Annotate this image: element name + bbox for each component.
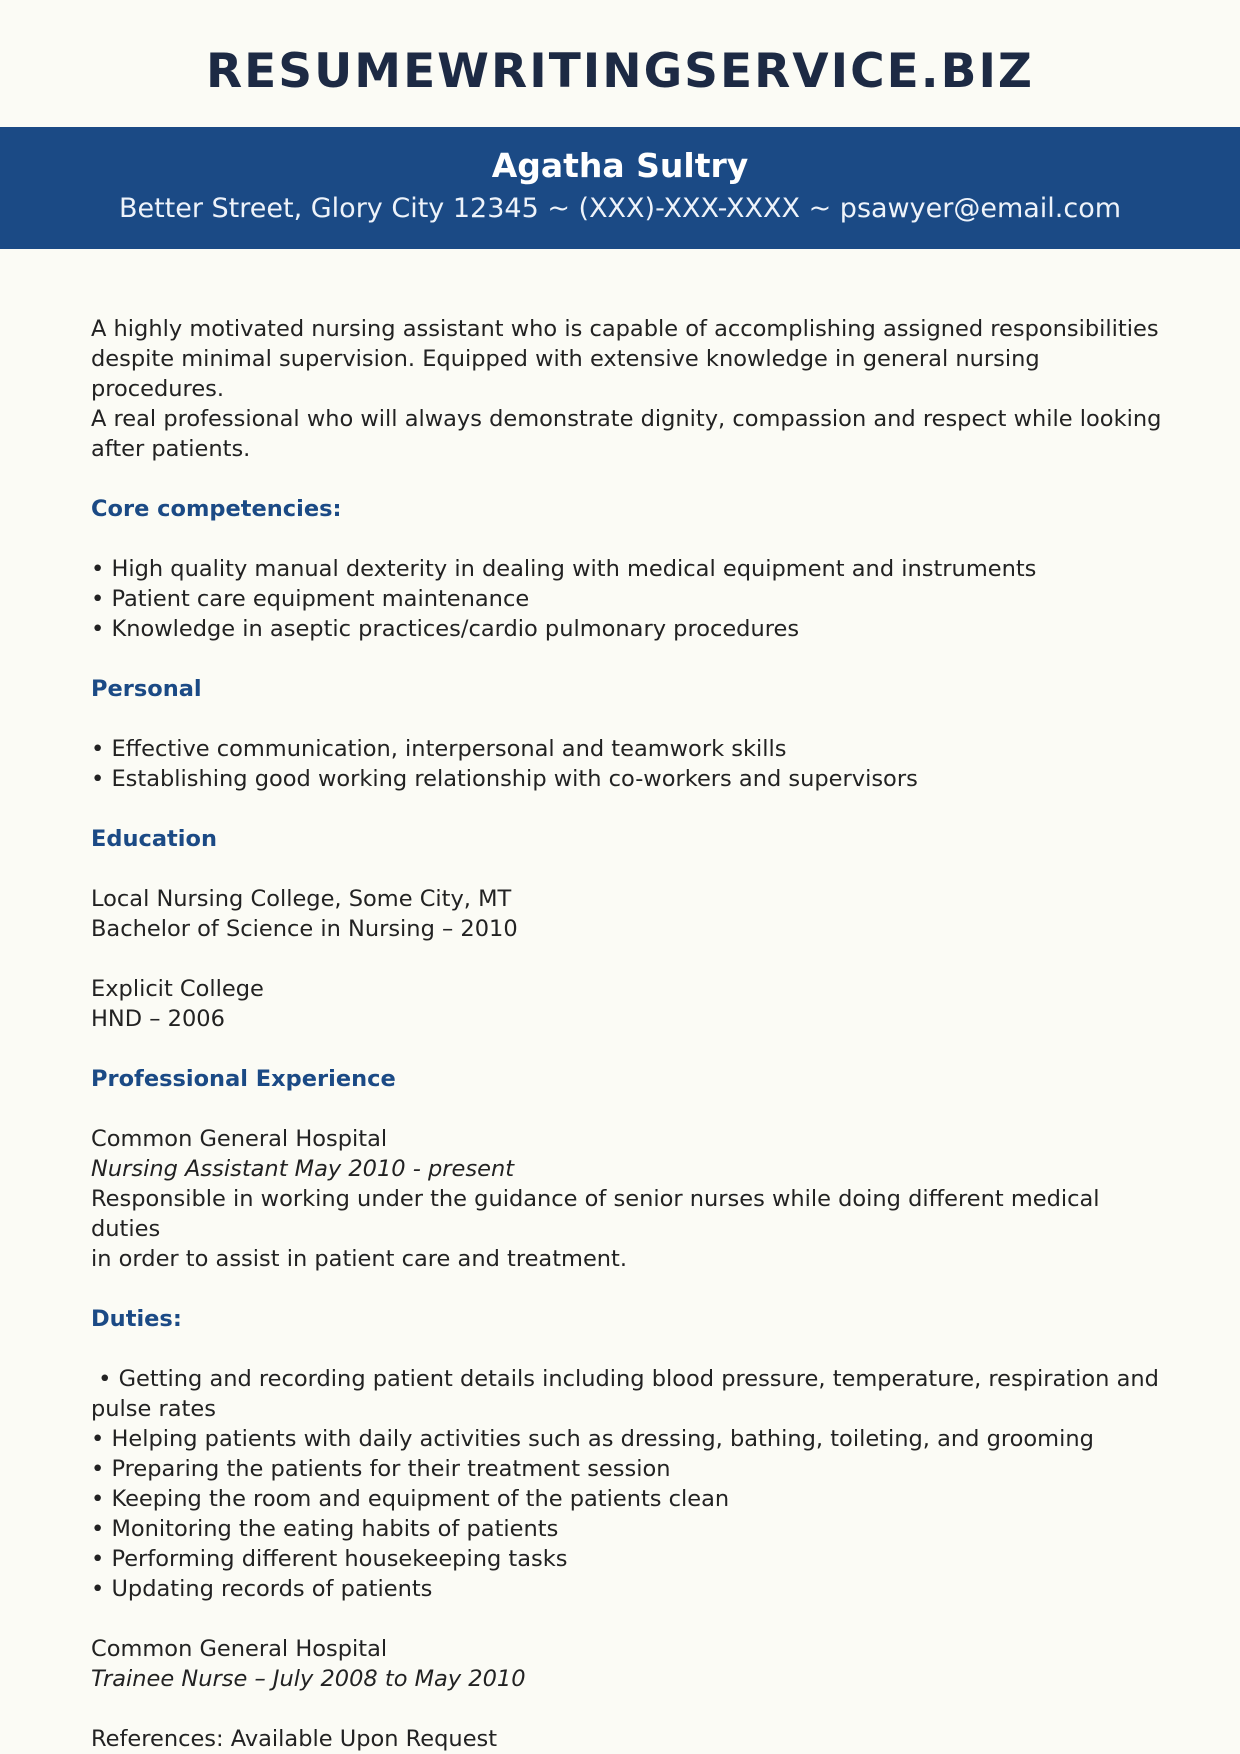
personal-item: • Establishing good working relationship with co-workers and supervisors xyxy=(91,764,1171,794)
education-school: Explicit College xyxy=(91,976,264,1002)
resume-body xyxy=(91,314,1171,1754)
job-employer: Common General Hospital xyxy=(91,1636,388,1662)
education-degree: Bachelor of Science in Nursing – 2010 xyxy=(91,916,518,942)
personal-item: • Effective communication, interpersonal and teamwork skills xyxy=(91,734,1171,764)
core-item: • Knowledge in aseptic practices/cardio pulmonary procedures xyxy=(91,614,1171,644)
summary-line: despite minimal supervision. Equipped with extensive knowledge in general nursing procedures. xyxy=(91,346,1040,402)
core-item: • Patient care equipment maintenance xyxy=(91,584,1171,614)
education-heading: Education xyxy=(91,826,217,852)
references-line: References: Available Upon Request xyxy=(91,1726,498,1752)
brand-title: RESUMEWRITINGSERVICE.BIZ xyxy=(205,44,1035,99)
experience-heading: Professional Experience xyxy=(91,1066,396,1092)
job-title: Trainee Nurse – July 2008 to May 2010 xyxy=(91,1666,526,1692)
summary xyxy=(91,314,1171,464)
contact-line: Better Street, Glory City 12345 ~ (XXX)-XXX-XXXX ~ psawyer@email.com xyxy=(118,193,1122,224)
candidate-name: Agatha Sultry xyxy=(491,146,749,185)
duty-item-continuation: pulse rates xyxy=(91,1396,216,1422)
job-employer: Common General Hospital xyxy=(91,1126,388,1152)
summary-line: after patients. xyxy=(91,436,251,462)
education-degree: HND – 2006 xyxy=(91,1006,225,1032)
education-school: Local Nursing College, Some City, MT xyxy=(91,886,512,912)
duty-item: • Keeping the room and equipment of the patients clean xyxy=(91,1484,1171,1514)
duty-item: • Helping patients with daily activities such as dressing, bathing, toileting, and grooming xyxy=(91,1424,1171,1454)
core-item: • High quality manual dexterity in dealing with medical equipment and instruments xyxy=(91,554,1171,584)
header-band xyxy=(0,127,1240,249)
core-competencies-heading: Core competencies: xyxy=(91,496,342,522)
job-title: Nursing Assistant May 2010 - present xyxy=(91,1156,515,1182)
duty-item: • Updating records of patients xyxy=(91,1574,1171,1604)
duty-item: • Preparing the patients for their treatment session xyxy=(91,1454,1171,1484)
duty-item: • Monitoring the eating habits of patients xyxy=(91,1514,1171,1544)
duties-heading: Duties: xyxy=(91,1306,182,1332)
duty-item: • Getting and recording patient details including blood pressure, temperature, respiration and xyxy=(91,1364,1171,1394)
summary-line: A highly motivated nursing assistant who is capable of accomplishing assigned responsibilities xyxy=(91,316,1159,342)
summary-line: A real professional who will always demonstrate dignity, compassion and respect while looking xyxy=(91,406,1162,432)
job-description: Responsible in working under the guidance of senior nurses while doing different medical duties xyxy=(91,1186,1100,1242)
personal-heading: Personal xyxy=(91,676,202,702)
job-description: in order to assist in patient care and treatment. xyxy=(91,1246,628,1272)
duty-item: • Performing different housekeeping tasks xyxy=(91,1544,1171,1574)
